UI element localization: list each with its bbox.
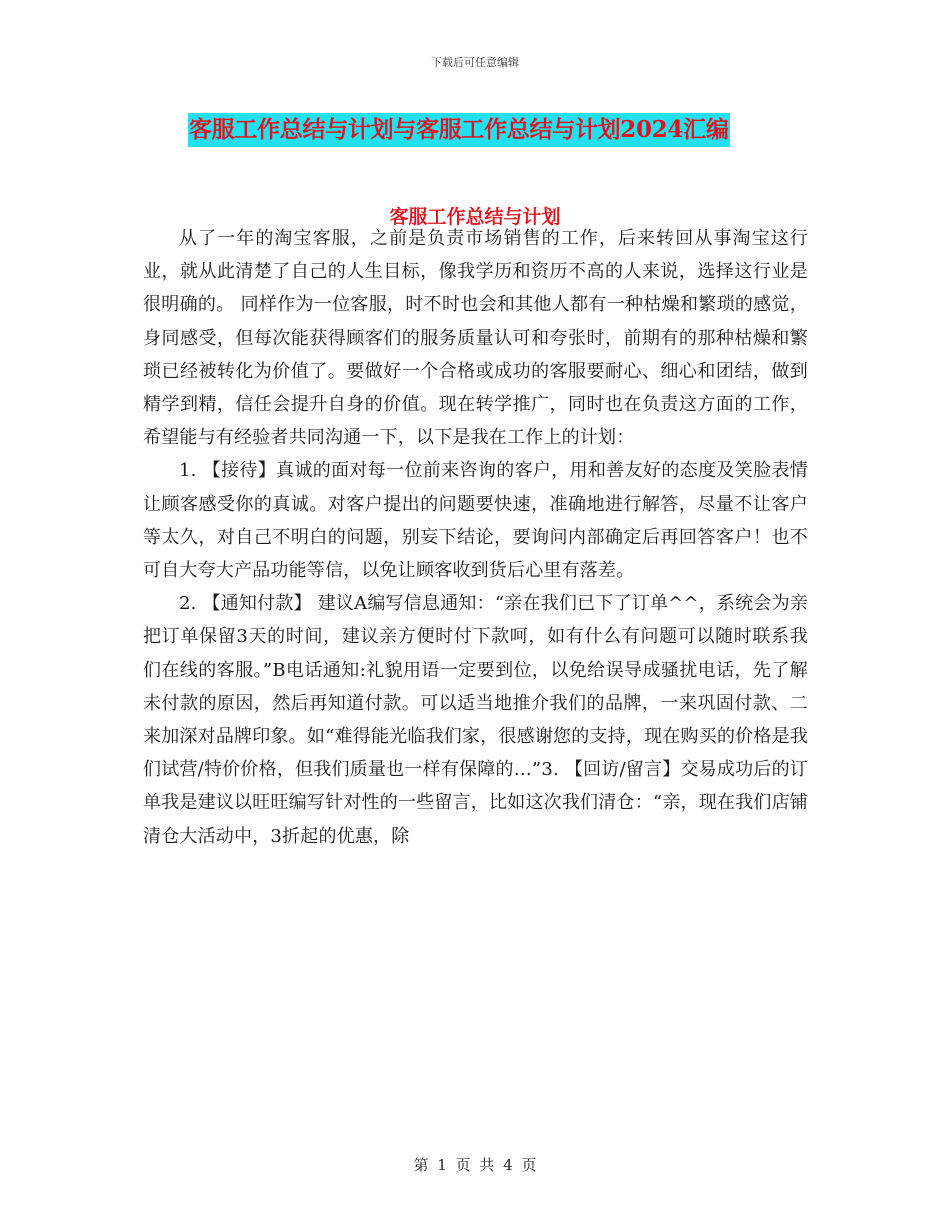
body-paragraph-payment-notice: 2. 【通知付款】 建议A编写信息通知：“亲在我们已下了订单^^，系统会为亲把订单保留3天的时间，建议亲方便时付下款呵，如有什么有问题可以随时联系我们在线的客服。”B电话通知:礼貌用语一定要到位，以免给误导成骚扰电话，先了解未付款的原因，然后再知道付款。可以适当地推介我们的品牌，一来巩固付款、二来加深对品牌印象。如“难得能光临我们家，很感谢您的支持，现在购买的价格是我们试营/特价价格，但我们质量也一样有保障的…”3. 【回访/留言】交易成功后的订单我是建议以旺旺编写针对性的一些留言，比如这次我们清仓：“亲，现在我们店铺清仓大活动中，3折起的优惠，除 (143, 593, 808, 847)
page-header-note: 下载后可任意编辑 (431, 56, 519, 69)
document-title: 客服工作总结与计划与客服工作总结与计划2024汇编 (188, 113, 730, 147)
body-paragraph-intro: 从了一年的淘宝客服，之前是负责市场销售的工作，后来转回从事淘宝这行业，就从此清楚了自己的人生目标，像我学历和资历不高的人来说，选择这行业是很明确的。 同样作为一位客服，时不时也会和其他人都有一种枯燥和繁琐的感觉，身同感受，但每次能获得顾客们的服务质量认可和夸张时，前期有的那种枯燥和繁琐已经被转化为价值了。要做好一个合格或成功的客服要耐心、细心和团结，做到精学到精，信任会提升自身的价值。现在转学推广，同时也在负责这方面的工作，希望能与有经验者共同沟通一下，以下是我在工作上的计划： (143, 228, 808, 449)
document-title-container (188, 113, 730, 147)
document-body (143, 222, 808, 853)
section-title: 客服工作总结与计划 (389, 206, 561, 228)
body-paragraph-reception: 1. 【接待】真诚的面对每一位前来咨询的客户，用和善友好的态度及笑脸表情让顾客感受你的真诚。对客户提出的问题要快速，准确地进行解答，尽量不让客户等太久，对自己不明白的问题，别妄下结论，要询问内部确定后再回答客户！也不可自大夸大产品功能等信，以免让顾客收到货后心里有落差。 (143, 460, 808, 582)
page-number-footer: 第 1 页 共 4 页 (413, 1156, 537, 1174)
